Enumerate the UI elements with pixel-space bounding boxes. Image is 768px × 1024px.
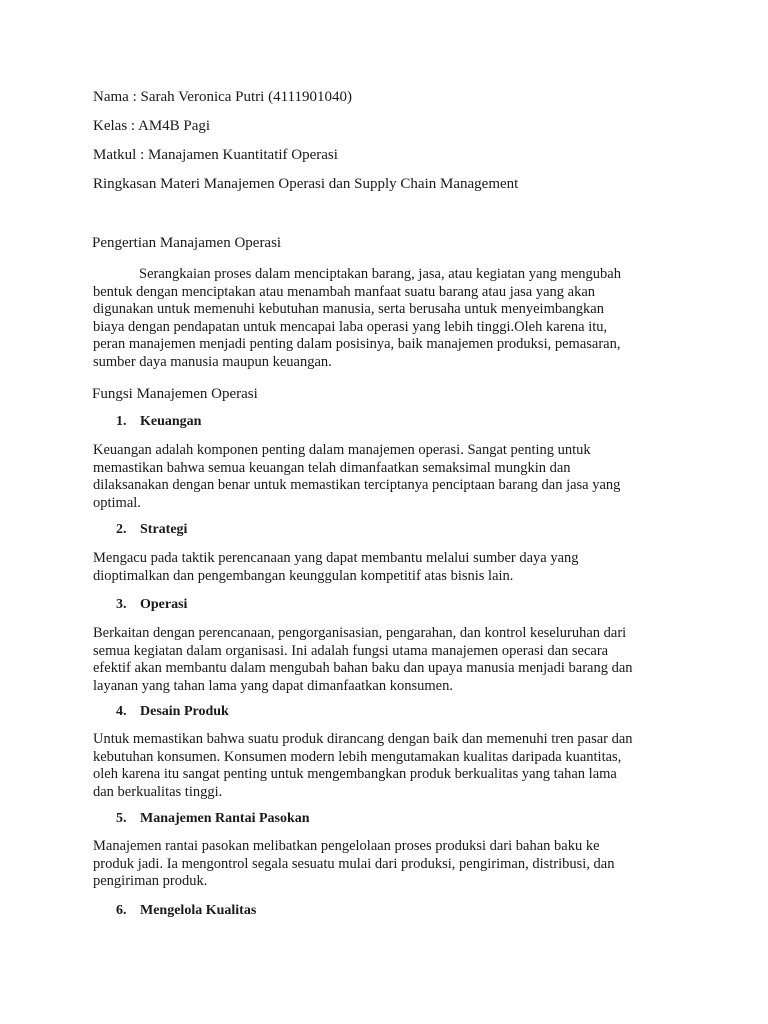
paragraph-pengertian <box>93 266 673 371</box>
list-number: 1. <box>116 414 127 429</box>
summary-title: Ringkasan Materi Manajemen Operasi dan Supply Chain Management <box>93 176 519 192</box>
function-heading-desain-produk <box>116 703 229 720</box>
function-heading-keuangan <box>116 413 201 430</box>
paragraph-line: sumber daya manusia maupun keuangan. <box>93 353 332 370</box>
paragraph-line: Manajemen rantai pasokan melibatkan pengelolaan proses produksi dari bahan baku ke <box>93 838 600 854</box>
function-heading-rantai-pasokan <box>116 810 310 827</box>
paragraph-rantai-pasokan <box>93 838 673 891</box>
paragraph-line: Berkaitan dengan perencanaan, pengorganisasian, pengarahan, dan kontrol keseluruhan dari <box>93 625 627 641</box>
course-info: Matkul : Manajamen Kuantitatif Operasi <box>93 147 338 163</box>
paragraph-keuangan <box>93 442 673 512</box>
list-number: 4. <box>116 704 127 719</box>
paragraph-line: pengiriman produk. <box>93 873 208 889</box>
list-number: 3. <box>116 597 127 612</box>
paragraph-line: kebutuhan konsumen. Konsumen modern lebih mengutamakan kualitas daripada kuantitas, <box>93 748 622 765</box>
paragraph-line: digunakan untuk memenuhi kebutuhan manusia, serta berusaha untuk menyeimbangkan <box>93 301 604 317</box>
paragraph-line: layanan yang tahan lama yang dapat dimanfaatkan konsumen. <box>93 677 453 694</box>
paragraph-line: biaya dengan pendapatan untuk mencapai laba operasi yang lebih tinggi.Oleh karena itu, <box>93 318 608 335</box>
paragraph-line: dilaksanakan dengan benar untuk memastikan terciptanya penciptaan barang dan jasa yang <box>93 477 621 493</box>
list-number: 2. <box>116 522 127 537</box>
student-name: Nama : Sarah Veronica Putri (4111901040) <box>93 89 352 105</box>
paragraph-line: dan berkualitas tinggi. <box>93 783 223 800</box>
function-title: Keuangan <box>140 414 202 429</box>
section-heading-fungsi: Fungsi Manajemen Operasi <box>92 386 258 402</box>
paragraph-line: Mengacu pada taktik perencanaan yang dapat membantu melalui sumber daya yang <box>93 550 579 566</box>
function-title: Strategi <box>140 522 188 537</box>
function-heading-mengelola-kualitas <box>116 902 256 919</box>
function-title: Mengelola Kualitas <box>140 903 257 918</box>
paragraph-operasi <box>93 625 673 695</box>
paragraph-line: semua kegiatan dalam organisasi. Ini adalah fungsi utama manajemen operasi dan secara <box>93 642 609 659</box>
paragraph-line: memastikan bahwa semua keuangan telah dimanfaatkan semaksimal mungkin dan <box>93 459 571 476</box>
paragraph-line: bentuk dengan menciptakan atau menambah manfaat suatu barang atau jasa yang akan <box>93 283 596 300</box>
paragraph-line: Untuk memastikan bahwa suatu produk dirancang dengan baik dan memenuhi tren pasar dan <box>93 731 633 747</box>
list-number: 6. <box>116 903 127 918</box>
paragraph-strategi <box>93 550 673 585</box>
paragraph-line: Keuangan adalah komponen penting dalam manajemen operasi. Sangat penting untuk <box>93 442 591 458</box>
function-heading-operasi <box>116 596 187 613</box>
paragraph-line: efektif akan membantu dalam mengubah bahan baku dan upaya manusia menjadi barang dan <box>93 660 633 676</box>
paragraph-line: dioptimalkan dan pengembangan keunggulan kompetitif atas bisnis lain. <box>93 567 514 584</box>
paragraph-desain-produk <box>93 731 673 801</box>
paragraph-line: optimal. <box>93 494 141 511</box>
section-heading-pengertian: Pengertian Manajamen Operasi <box>92 235 282 251</box>
function-title: Operasi <box>140 597 188 612</box>
paragraph-line: peran manajemen menjadi penting dalam posisinya, baik manajemen produksi, pemasaran, <box>93 336 621 352</box>
paragraph-line: Serangkaian proses dalam menciptakan barang, jasa, atau kegiatan yang mengubah <box>139 266 621 282</box>
paragraph-line: produk jadi. Ia mengontrol segala sesuatu mulai dari produksi, pengiriman, distribusi, dan <box>93 855 615 872</box>
list-number: 5. <box>116 811 127 826</box>
paragraph-line: oleh karena itu sangat penting untuk mengembangkan produk berkualitas yang tahan lama <box>93 766 617 782</box>
function-heading-strategi <box>116 521 187 538</box>
class-info: Kelas : AM4B Pagi <box>93 118 211 134</box>
function-title: Manajemen Rantai Pasokan <box>140 811 310 826</box>
function-title: Desain Produk <box>140 704 229 719</box>
